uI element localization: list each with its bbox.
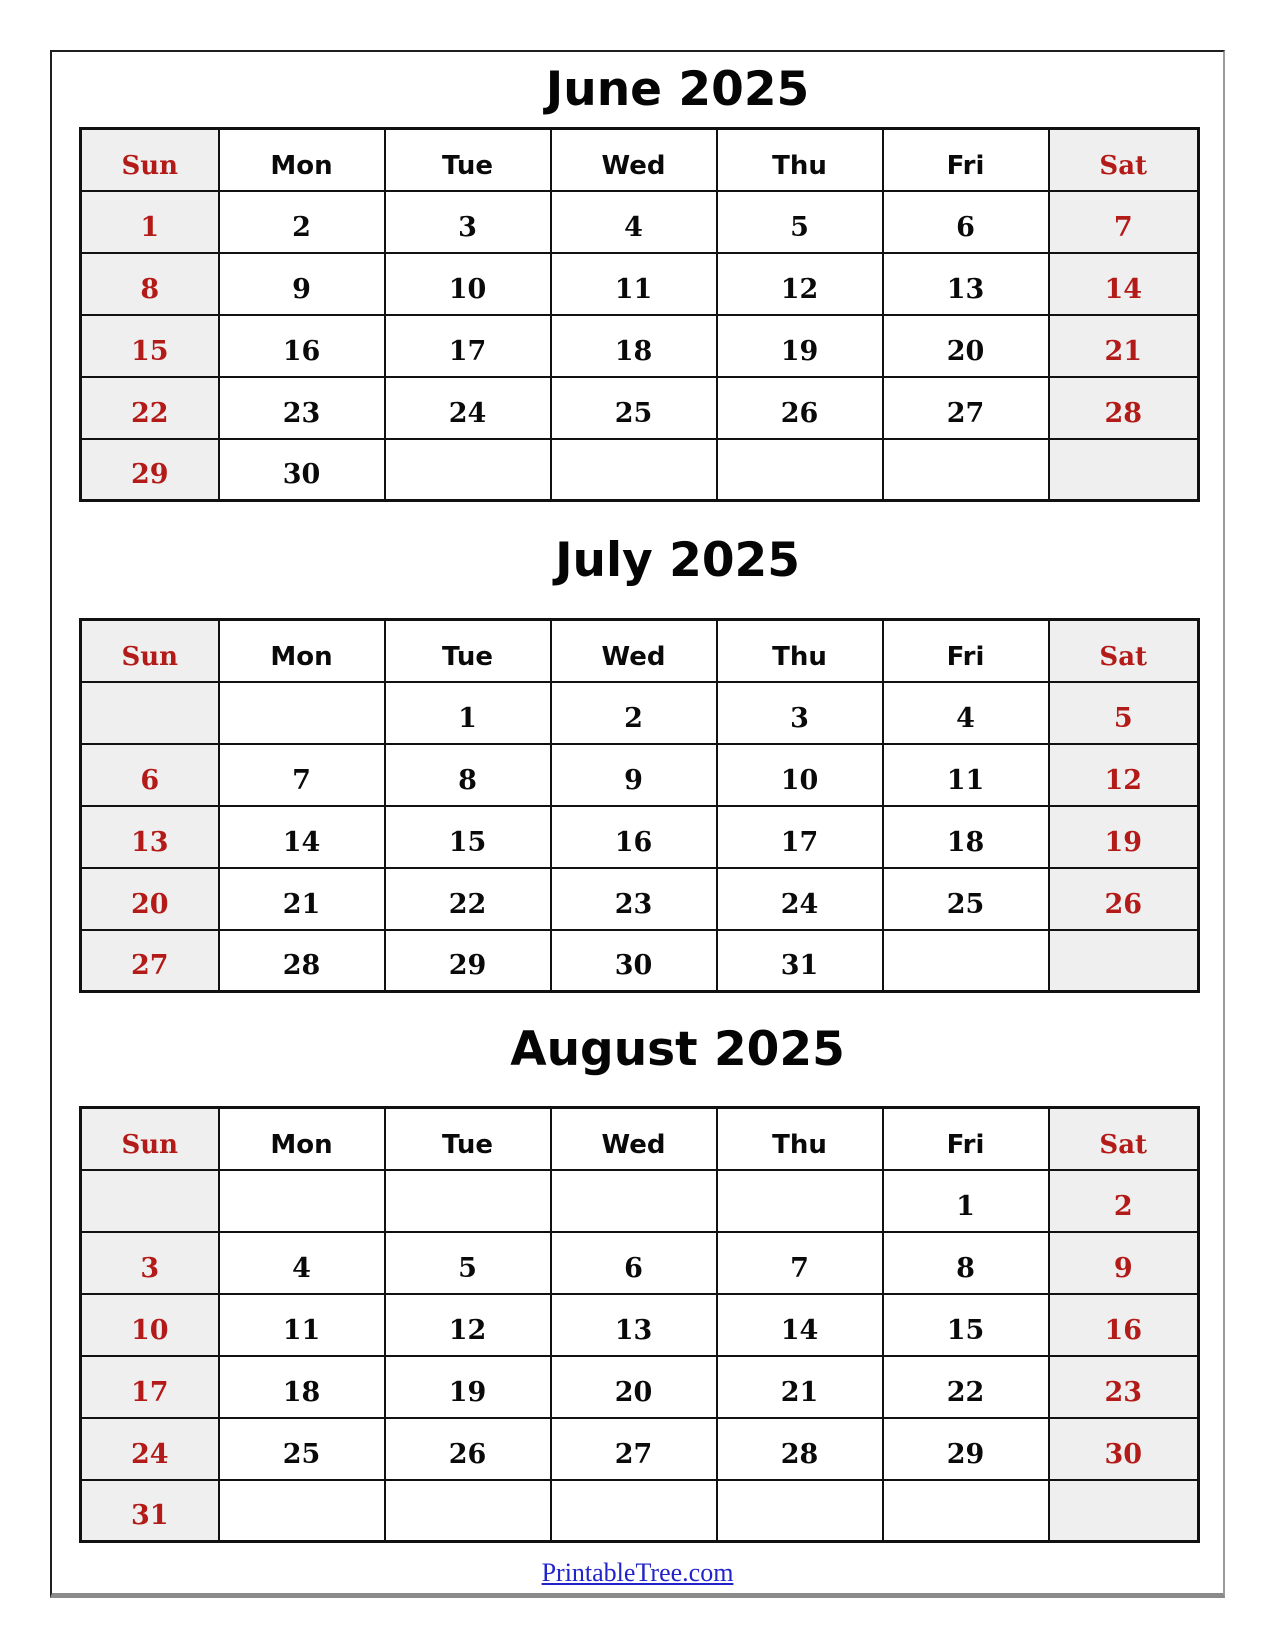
month-table-june: [79, 127, 1200, 502]
month-title-text: August 2025: [510, 1022, 845, 1077]
day-cell: 8: [81, 253, 219, 315]
empty-day-cell: [551, 1480, 717, 1542]
day-cell: 5: [385, 1232, 551, 1294]
week-row: [81, 253, 1199, 315]
weekday-fri: Fri: [883, 620, 1049, 682]
day-cell: 25: [883, 868, 1049, 930]
month-title-text: July 2025: [555, 532, 800, 588]
day-cell: 29: [81, 439, 219, 501]
week-row: [81, 377, 1199, 439]
day-cell: 18: [551, 315, 717, 377]
day-cell: 8: [883, 1232, 1049, 1294]
empty-day-cell: [883, 1480, 1049, 1542]
day-cell: 11: [219, 1294, 385, 1356]
day-cell: 6: [883, 191, 1049, 253]
empty-day-cell: [717, 1480, 883, 1542]
day-cell: 6: [81, 744, 219, 806]
week-row: [81, 1356, 1199, 1418]
week-row: [81, 1294, 1199, 1356]
month-table-august: [79, 1106, 1200, 1543]
month-title-june: [52, 52, 1223, 127]
empty-day-cell: [717, 439, 883, 501]
empty-day-cell: [385, 1170, 551, 1232]
weekday-wed: Wed: [551, 1108, 717, 1170]
day-cell: 30: [1049, 1418, 1199, 1480]
empty-day-cell: [219, 1170, 385, 1232]
day-cell: 22: [883, 1356, 1049, 1418]
day-cell: 14: [219, 806, 385, 868]
day-cell: 2: [551, 682, 717, 744]
day-cell: 9: [551, 744, 717, 806]
month-title-july: [52, 502, 1223, 618]
day-cell: 19: [1049, 806, 1199, 868]
day-cell: 17: [81, 1356, 219, 1418]
day-cell: 7: [717, 1232, 883, 1294]
day-cell: 10: [385, 253, 551, 315]
weekday-sun: Sun: [81, 620, 219, 682]
weekday-fri: Fri: [883, 129, 1049, 191]
weekday-header-row: [81, 1108, 1199, 1170]
empty-day-cell: [883, 439, 1049, 501]
weekday-header-row: [81, 129, 1199, 191]
day-cell: 26: [1049, 868, 1199, 930]
week-row: [81, 1418, 1199, 1480]
day-cell: 17: [385, 315, 551, 377]
empty-day-cell: [551, 439, 717, 501]
day-cell: 16: [219, 315, 385, 377]
day-cell: 24: [81, 1418, 219, 1480]
day-cell: 13: [81, 806, 219, 868]
week-row: [81, 930, 1199, 992]
weekday-sun: Sun: [81, 1108, 219, 1170]
day-cell: 5: [717, 191, 883, 253]
day-cell: 2: [219, 191, 385, 253]
month-title-text: June 2025: [545, 62, 810, 117]
day-cell: 18: [219, 1356, 385, 1418]
day-cell: 20: [81, 868, 219, 930]
week-row: [81, 439, 1199, 501]
weekday-thu: Thu: [717, 129, 883, 191]
day-cell: 11: [551, 253, 717, 315]
weekday-sun: Sun: [81, 129, 219, 191]
day-cell: 3: [717, 682, 883, 744]
day-cell: 20: [883, 315, 1049, 377]
day-cell: 11: [883, 744, 1049, 806]
empty-day-cell: [219, 682, 385, 744]
day-cell: 23: [551, 868, 717, 930]
day-cell: 17: [717, 806, 883, 868]
empty-day-cell: [81, 1170, 219, 1232]
day-cell: 25: [551, 377, 717, 439]
day-cell: 26: [385, 1418, 551, 1480]
day-cell: 13: [551, 1294, 717, 1356]
day-cell: 18: [883, 806, 1049, 868]
day-cell: 24: [385, 377, 551, 439]
day-cell: 3: [81, 1232, 219, 1294]
day-cell: 1: [385, 682, 551, 744]
day-cell: 28: [1049, 377, 1199, 439]
empty-day-cell: [1049, 1480, 1199, 1542]
day-cell: 23: [219, 377, 385, 439]
day-cell: 12: [1049, 744, 1199, 806]
day-cell: 9: [219, 253, 385, 315]
day-cell: 5: [1049, 682, 1199, 744]
day-cell: 3: [385, 191, 551, 253]
week-row: [81, 806, 1199, 868]
day-cell: 21: [1049, 315, 1199, 377]
day-cell: 8: [385, 744, 551, 806]
week-row: [81, 1170, 1199, 1232]
weekday-wed: Wed: [551, 129, 717, 191]
day-cell: 25: [219, 1418, 385, 1480]
day-cell: 9: [1049, 1232, 1199, 1294]
week-row: [81, 315, 1199, 377]
day-cell: 31: [81, 1480, 219, 1542]
week-row: [81, 191, 1199, 253]
week-row: [81, 868, 1199, 930]
day-cell: 1: [883, 1170, 1049, 1232]
weekday-sat: Sat: [1049, 620, 1199, 682]
day-cell: 27: [551, 1418, 717, 1480]
empty-day-cell: [1049, 439, 1199, 501]
day-cell: 10: [717, 744, 883, 806]
weekday-mon: Mon: [219, 620, 385, 682]
day-cell: 30: [551, 930, 717, 992]
empty-day-cell: [81, 682, 219, 744]
day-cell: 15: [883, 1294, 1049, 1356]
weekday-wed: Wed: [551, 620, 717, 682]
day-cell: 27: [81, 930, 219, 992]
day-cell: 19: [385, 1356, 551, 1418]
weekday-header-row: [81, 620, 1199, 682]
day-cell: 7: [219, 744, 385, 806]
week-row: [81, 744, 1199, 806]
weekday-thu: Thu: [717, 1108, 883, 1170]
empty-day-cell: [717, 1170, 883, 1232]
day-cell: 22: [385, 868, 551, 930]
weekday-sat: Sat: [1049, 129, 1199, 191]
empty-day-cell: [219, 1480, 385, 1542]
weekday-mon: Mon: [219, 129, 385, 191]
day-cell: 21: [717, 1356, 883, 1418]
weekday-mon: Mon: [219, 1108, 385, 1170]
week-row: [81, 1232, 1199, 1294]
day-cell: 29: [883, 1418, 1049, 1480]
month-title-august: [52, 993, 1223, 1106]
day-cell: 16: [1049, 1294, 1199, 1356]
day-cell: 13: [883, 253, 1049, 315]
day-cell: 26: [717, 377, 883, 439]
day-cell: 14: [717, 1294, 883, 1356]
day-cell: 27: [883, 377, 1049, 439]
day-cell: 4: [551, 191, 717, 253]
day-cell: 4: [883, 682, 1049, 744]
calendar-page: [50, 50, 1225, 1598]
day-cell: 30: [219, 439, 385, 501]
month-table-july: [79, 618, 1200, 993]
day-cell: 12: [385, 1294, 551, 1356]
day-cell: 7: [1049, 191, 1199, 253]
day-cell: 23: [1049, 1356, 1199, 1418]
day-cell: 10: [81, 1294, 219, 1356]
day-cell: 19: [717, 315, 883, 377]
day-cell: 24: [717, 868, 883, 930]
day-cell: 16: [551, 806, 717, 868]
footer-link[interactable]: PrintableTree.com: [541, 1557, 734, 1587]
day-cell: 28: [717, 1418, 883, 1480]
day-cell: 14: [1049, 253, 1199, 315]
day-cell: 21: [219, 868, 385, 930]
day-cell: 4: [219, 1232, 385, 1294]
footer: [52, 1543, 1223, 1602]
day-cell: 29: [385, 930, 551, 992]
weekday-sat: Sat: [1049, 1108, 1199, 1170]
day-cell: 15: [81, 315, 219, 377]
day-cell: 28: [219, 930, 385, 992]
weekday-tue: Tue: [385, 1108, 551, 1170]
empty-day-cell: [551, 1170, 717, 1232]
weekday-fri: Fri: [883, 1108, 1049, 1170]
day-cell: 1: [81, 191, 219, 253]
day-cell: 2: [1049, 1170, 1199, 1232]
weekday-thu: Thu: [717, 620, 883, 682]
day-cell: 22: [81, 377, 219, 439]
day-cell: 6: [551, 1232, 717, 1294]
empty-day-cell: [1049, 930, 1199, 992]
week-row: [81, 1480, 1199, 1542]
weekday-tue: Tue: [385, 129, 551, 191]
day-cell: 31: [717, 930, 883, 992]
empty-day-cell: [883, 930, 1049, 992]
day-cell: 12: [717, 253, 883, 315]
day-cell: 20: [551, 1356, 717, 1418]
empty-day-cell: [385, 439, 551, 501]
weekday-tue: Tue: [385, 620, 551, 682]
week-row: [81, 682, 1199, 744]
day-cell: 15: [385, 806, 551, 868]
empty-day-cell: [385, 1480, 551, 1542]
